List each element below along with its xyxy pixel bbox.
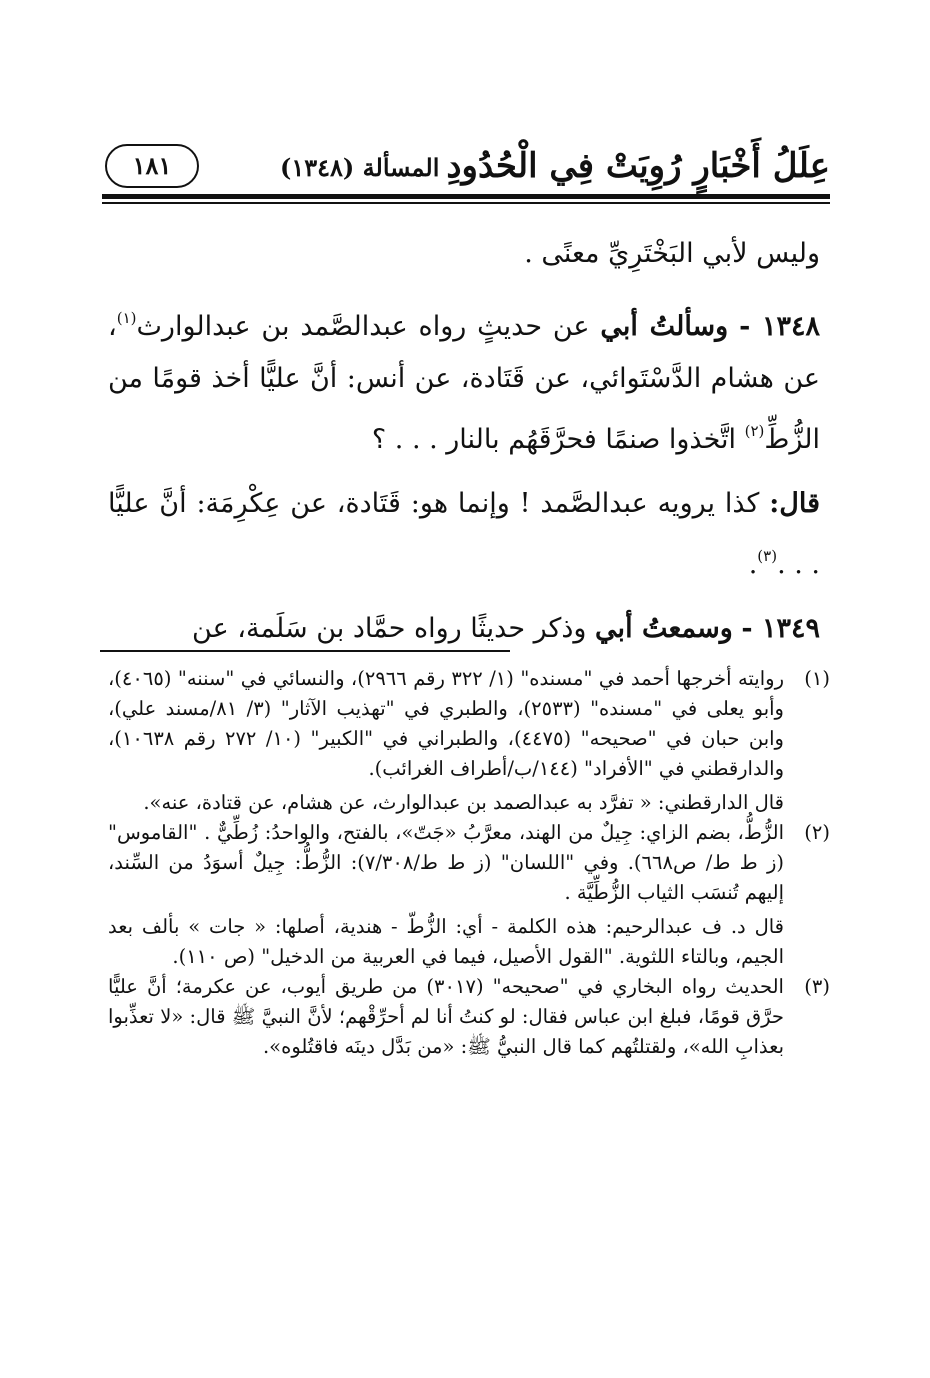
footnote-mark: (٢) (804, 821, 830, 844)
footnote-3 (108, 972, 830, 1062)
running-header (100, 142, 830, 194)
footnotes (108, 664, 830, 1062)
footnote-text (108, 664, 784, 818)
question-1349 (108, 603, 820, 655)
footnote-paragraph: قال د. ف عبدالرحيم: هذه الكلمة - أي: الزُّطّ - هندية، أصلها: « جات » بألف بعد الجيم، وبالتاء اللثوية. "القول الأصيل، فيما في العربية من الدخيل" (ص ١١٠). (108, 915, 784, 968)
question-text: ، عن هشام الدَّسْتَوائي، عن قَتَادة، عن أنس: أنَّ عليًّا أخذ قومًا من الزُّطِّ (108, 311, 820, 455)
question-1348 (108, 292, 820, 466)
book-title: عِلَلُ أَخْبَارٍ رُوِيَتْ فِي الْحُدُودِ (446, 146, 830, 186)
book-page (100, 130, 830, 1330)
intro-line: وليس لأبي البَخْتَرِيِّ معنًى . (524, 238, 820, 269)
footnote-paragraph: قال الدارقطني: « تفرَّد به عبدالصمد بن عبدالوارث، عن هشام، عن قتادة، عنه». (143, 791, 784, 814)
footnote-1 (108, 664, 830, 818)
question-text: عن حديثٍ رواه عبدالصَّمد بن عبدالوارث (136, 311, 590, 342)
main-text (108, 228, 820, 655)
question-number: ١٣٤٨ - (739, 311, 820, 342)
question-lead: وسمعتُ أبي (595, 613, 733, 644)
answer-lead: قال: (769, 488, 820, 519)
footnote-separator (100, 650, 510, 652)
answer-end: . (748, 549, 758, 580)
footnote-ref-2[interactable]: (٢) (744, 422, 765, 440)
footnote-2 (108, 818, 830, 972)
footnote-paragraph: روايته أخرجها أحمد في "مسنده" (١/ ٣٢٢ رقم ٢٩٦٦)، والنسائي في "سننه" (٤٠٦٥)، وأبو يعلى في "مسنده" (٢٥٣٣)، والطبري في "تهذيب الآثار" (٣/ ٨١/مسند علي)، وابن حبان في "صحيحه" (٤٤٧٥)، والطبراني في "الكبير" (١٠/ ٢٧٢ رقم ١٠٦٣٨)، والدارقطني في "الأفراد" (١٤٤/ب/أطراف الغرائب). (108, 667, 784, 780)
footnote-paragraph: الزُّطُّ، بضم الزاي: جِيلٌ من الهند، معرَّبُ «جَتّ»، بالفتح، والواحدُ: زُطِّيٌّ . "القاموس" (ز ط ط/ ص٦٦٨). وفي "اللسان" (ز ط ط/٧/٣٠٨): الزُّطُّ: جِيلٌ أسوَدُ من السِّند، إليهم تُنسَب الثياب الزُّطِّيَّة . (108, 821, 784, 904)
footnote-ref-1[interactable]: (١) (116, 309, 137, 327)
footnote-ref-3[interactable]: (٣) (757, 547, 778, 565)
footnote-text (108, 818, 784, 972)
footnote-mark: (٣) (804, 975, 830, 998)
header-rule-thin (102, 202, 830, 204)
question-number: ١٣٤٩ - (741, 613, 820, 644)
question-lead: وسألتُ أبي (600, 311, 729, 342)
question-text: اتَّخذوا صنمًا فحرَّقَهُم بالنار . . . ؟ (371, 424, 745, 455)
page-number-badge: ١٨١ (105, 144, 199, 188)
footnote-text (108, 972, 784, 1062)
header-rule-thick (102, 194, 830, 199)
footnote-paragraph: الحديث رواه البخاري في "صحيحه" (٣٠١٧) من طريق أيوب، عن عكرمة؛ أنَّ عليًّا حرَّق قومًا، فبلغ ابن عباس فقال: لو كنتُ أنا لم أحرِّقْهم؛ لأنَّ النبيَّ ﷺ قال: «لا تعذِّبوا بعذابِ الله»، ولقتلتُهم كما قال النبيُّ ﷺ: «من بَدَّل دينَه فاقتُلوه». (108, 975, 784, 1058)
question-text: وذكر حديثًا رواه حمَّاد بن سَلَمة، عن (192, 613, 587, 644)
issue-label: المسألة (١٣٤٨) (280, 153, 440, 182)
footnote-mark: (١) (804, 667, 830, 690)
answer-text: كذا يرويه عبدالصَّمد ! وإنما هو: قَتَادة، عن عِكْرِمَة: أنَّ عليًّا . . . (108, 488, 820, 580)
answer-qal (108, 478, 820, 591)
